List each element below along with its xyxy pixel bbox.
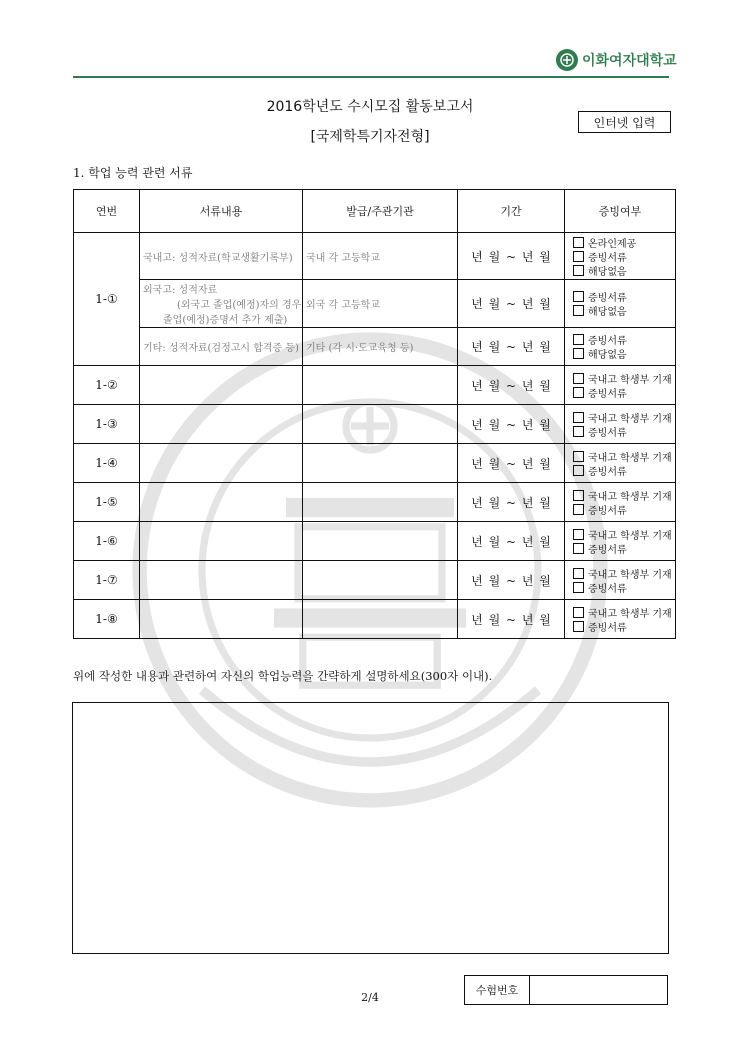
checkbox-icon[interactable] [573, 348, 584, 359]
verification-options [565, 600, 676, 639]
checkbox-school-record[interactable]: 국내고 학생부 기재 [573, 566, 675, 580]
issuer-cell[interactable] [303, 600, 458, 639]
verification-options [565, 328, 676, 366]
row-number: 1-⑥ [74, 522, 140, 561]
verification-options [565, 366, 676, 405]
checkbox-school-record[interactable]: 국내고 학생부 기재 [573, 527, 675, 541]
checkbox-school-record[interactable]: 국내고 학생부 기재 [573, 410, 675, 424]
page-title: 2016학년도 수시모집 활동보고서 [266, 99, 474, 115]
checkbox-not-applicable[interactable]: 해당없음 [573, 263, 675, 277]
issuer-foreign[interactable]: 외국 각 고등학교 [303, 280, 458, 328]
section-heading: 1. 학업 능력 관련 서류 [73, 166, 193, 180]
row-number: 1-② [74, 366, 140, 405]
document-foreign[interactable]: 외국고: 성적자료 (외국고 졸업(예정)자의 경우 졸업(예정)증명서 추가 제출) [140, 280, 303, 328]
checkbox-school-record[interactable]: 국내고 학생부 기재 [573, 449, 675, 463]
checkbox-icon[interactable] [573, 291, 584, 302]
table-row [74, 280, 676, 328]
checkbox-icon[interactable] [573, 607, 584, 618]
column-header-issuer: 발급/주관기관 [303, 190, 458, 233]
checkbox-evidence[interactable]: 증빙서류 [573, 463, 675, 477]
table-row [74, 328, 676, 366]
checkbox-icon[interactable] [573, 568, 584, 579]
document-cell[interactable] [140, 366, 303, 405]
issuer-cell[interactable] [303, 522, 458, 561]
checkbox-evidence[interactable]: 증빙서류 [573, 333, 675, 347]
document-cell[interactable] [140, 561, 303, 600]
header-divider [73, 76, 669, 78]
checkbox-evidence[interactable]: 증빙서류 [573, 541, 675, 555]
verification-options [565, 444, 676, 483]
checkbox-icon[interactable] [573, 265, 584, 276]
table-header-row [74, 190, 676, 233]
issuer-cell[interactable] [303, 444, 458, 483]
period-cell[interactable]: 년 월 ~ 년 월 [458, 561, 565, 600]
period-cell[interactable]: 년 월 ~ 년 월 [458, 405, 565, 444]
explanation-prompt: 위에 작성한 내용과 관련하여 자신의 학업능력을 간략하게 설명하세요(300자 이내). [73, 669, 493, 683]
checkbox-icon[interactable] [573, 387, 584, 398]
checkbox-evidence[interactable]: 증빙서류 [573, 385, 675, 399]
issuer-domestic[interactable]: 국내 각 고등학교 [303, 233, 458, 280]
document-cell[interactable] [140, 522, 303, 561]
checkbox-icon[interactable] [573, 305, 584, 316]
column-header-verification: 증빙여부 [565, 190, 676, 233]
verification-options [565, 280, 676, 328]
row-number: 1-④ [74, 444, 140, 483]
column-header-period: 기간 [458, 190, 565, 233]
document-domestic[interactable]: 국내고: 성적자료(학교생활기록부) [140, 233, 303, 280]
page-number: 2/4 [361, 991, 379, 1004]
exam-number-label: 수험번호 [465, 976, 530, 1004]
checkbox-icon[interactable] [573, 426, 584, 437]
checkbox-icon[interactable] [573, 373, 584, 384]
verification-options [565, 561, 676, 600]
table-row [74, 444, 676, 483]
checkbox-icon[interactable] [573, 490, 584, 501]
row-number: 1-① [74, 233, 140, 366]
university-logo [556, 49, 578, 71]
period-cell[interactable]: 년 월 ~ 년 월 [458, 328, 565, 366]
explanation-textarea[interactable] [72, 702, 669, 954]
checkbox-icon[interactable] [573, 465, 584, 476]
checkbox-evidence[interactable]: 증빙서류 [573, 424, 675, 438]
academic-documents-table [73, 189, 676, 639]
row-number: 1-⑧ [74, 600, 140, 639]
verification-options [565, 233, 676, 280]
checkbox-not-applicable[interactable]: 해당없음 [573, 304, 675, 318]
checkbox-evidence[interactable]: 증빙서류 [573, 619, 675, 633]
period-cell[interactable]: 년 월 ~ 년 월 [458, 233, 565, 280]
checkbox-online[interactable]: 온라인제공 [573, 235, 675, 249]
checkbox-evidence[interactable]: 증빙서류 [573, 580, 675, 594]
table-row [74, 522, 676, 561]
table-row [74, 561, 676, 600]
column-header-number: 연번 [74, 190, 140, 233]
table-row [74, 405, 676, 444]
checkbox-school-record[interactable]: 국내고 학생부 기재 [573, 371, 675, 385]
document-cell[interactable] [140, 483, 303, 522]
checkbox-icon[interactable] [573, 543, 584, 554]
verification-options [565, 483, 676, 522]
checkbox-icon[interactable] [573, 412, 584, 423]
verification-options [565, 522, 676, 561]
issuer-cell[interactable] [303, 366, 458, 405]
period-cell[interactable]: 년 월 ~ 년 월 [458, 366, 565, 405]
checkbox-school-record[interactable]: 국내고 학생부 기재 [573, 605, 675, 619]
issuer-cell[interactable] [303, 405, 458, 444]
checkbox-icon[interactable] [573, 251, 584, 262]
period-cell[interactable]: 년 월 ~ 년 월 [458, 483, 565, 522]
checkbox-not-applicable[interactable]: 해당없음 [573, 347, 675, 361]
row-number: 1-⑤ [74, 483, 140, 522]
column-header-document: 서류내용 [140, 190, 303, 233]
page-subtitle: [국제학특기자전형] [310, 129, 430, 145]
checkbox-icon[interactable] [573, 451, 584, 462]
checkbox-icon[interactable] [573, 582, 584, 593]
checkbox-icon[interactable] [573, 504, 584, 515]
checkbox-icon[interactable] [573, 621, 584, 632]
checkbox-icon[interactable] [573, 237, 584, 248]
document-other[interactable]: 기타: 성적자료(검정고시 합격증 등) [140, 328, 303, 366]
table-row [74, 483, 676, 522]
period-cell[interactable]: 년 월 ~ 년 월 [458, 280, 565, 328]
period-cell[interactable]: 년 월 ~ 년 월 [458, 522, 565, 561]
university-name: 이화여자대학교 [582, 53, 677, 69]
checkbox-evidence[interactable]: 증빙서류 [573, 290, 675, 304]
table-row [74, 600, 676, 639]
checkbox-icon[interactable] [573, 334, 584, 345]
document-cell[interactable] [140, 600, 303, 639]
issuer-cell[interactable] [303, 561, 458, 600]
period-cell[interactable]: 년 월 ~ 년 월 [458, 444, 565, 483]
document-cell[interactable] [140, 444, 303, 483]
table-row [74, 366, 676, 405]
period-cell[interactable]: 년 월 ~ 년 월 [458, 600, 565, 639]
input-mode-badge: 인터넷 입력 [578, 111, 671, 133]
checkbox-school-record[interactable]: 국내고 학생부 기재 [573, 488, 675, 502]
document-cell[interactable] [140, 405, 303, 444]
row-number: 1-③ [74, 405, 140, 444]
issuer-other[interactable]: 기타 (각 시·도교육청 등) [303, 328, 458, 366]
row-number: 1-⑦ [74, 561, 140, 600]
verification-options [565, 405, 676, 444]
table-row [74, 233, 676, 280]
checkbox-icon[interactable] [573, 529, 584, 540]
checkbox-evidence[interactable]: 증빙서류 [573, 249, 675, 263]
checkbox-evidence[interactable]: 증빙서류 [573, 502, 675, 516]
issuer-cell[interactable] [303, 483, 458, 522]
seal-icon [559, 52, 575, 68]
